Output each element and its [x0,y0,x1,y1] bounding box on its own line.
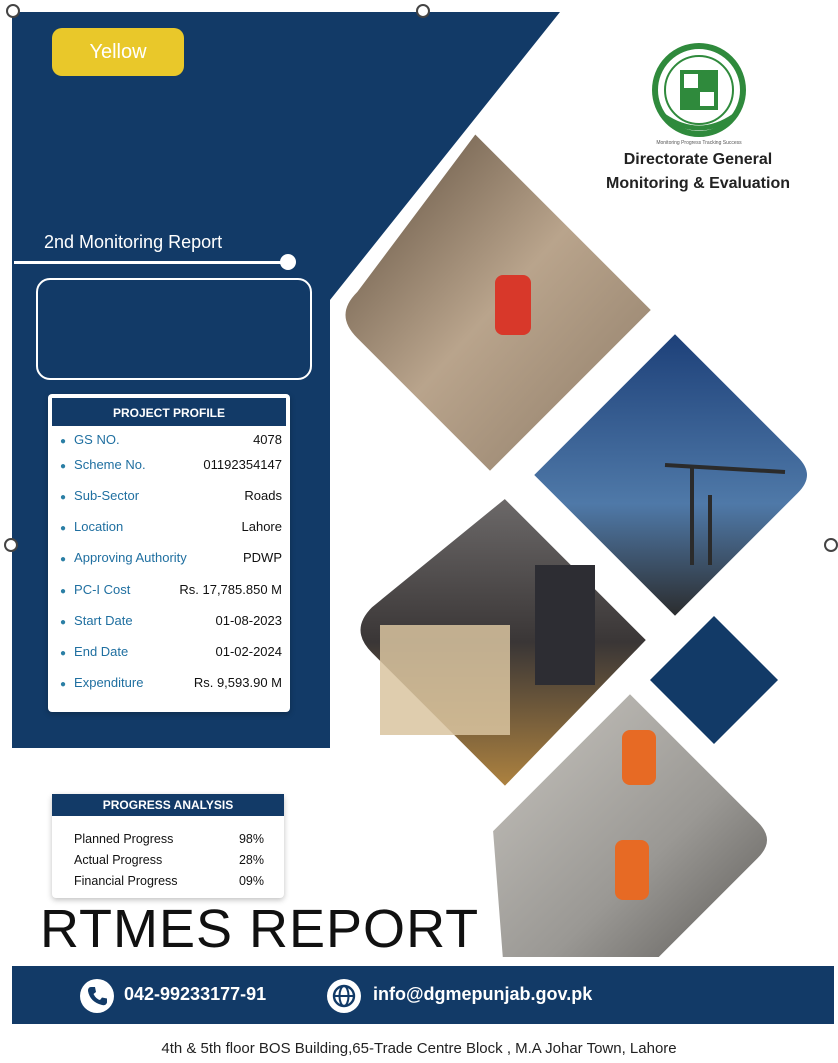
bullet-icon: ● [60,679,67,690]
progress-row: Financial Progress 09% [74,874,264,888]
bullet-icon: ● [60,617,67,628]
globe-icon [327,979,361,1013]
bullet-icon: ● [60,461,67,472]
resize-handle[interactable] [4,538,18,552]
phone-icon [80,979,114,1013]
underline-dot [280,254,296,270]
progress-row: Planned Progress 98% [74,832,264,846]
resize-handle[interactable] [824,538,838,552]
report-headline: RTMES REPORT [40,899,480,959]
worker-figure [495,275,531,335]
worker-figure-2 [622,730,656,785]
dgme-logo [644,42,754,146]
bullet-icon: ● [60,492,67,503]
title-box [36,278,312,380]
address: 4th & 5th floor BOS Building,65-Trade Centre Block , M.A Johar Town, Lahore [161,1040,677,1057]
building-block [380,625,510,735]
progress-analysis-card [52,794,284,898]
navy-diamond [650,616,778,744]
worker-figure-3 [615,840,649,900]
report-title: 2nd Monitoring Report [44,232,223,252]
title-underline [14,261,290,264]
progress-row: Actual Progress 28% [74,853,264,867]
profile-row: ● GS NO. 4078 [60,432,282,447]
bullet-icon: ● [60,554,67,565]
bullet-icon: ● [60,523,67,534]
status-badge: Yellow [52,28,184,76]
profile-row: ● Scheme No. 01192354147 [60,457,282,472]
logo-motto: Monitoring Progress Tracking Success [656,140,742,146]
profile-row: ● Sub-Sector Roads [60,488,282,503]
profile-row: ● Location Lahore [60,519,282,534]
progress-analysis-heading: PROGRESS ANALYSIS [52,794,284,816]
resize-handle[interactable] [6,4,20,18]
bullet-icon: ● [60,436,67,447]
profile-row: ● End Date 01-02-2024 [60,644,282,659]
organization-name: Directorate General Monitoring & Evaluation [606,151,790,192]
project-profile-heading: PROJECT PROFILE [52,398,286,426]
project-profile-card [48,394,290,712]
phone-number[interactable]: 042-99233177-91 [124,984,267,1004]
profile-row: ● Start Date 01-08-2023 [60,613,282,628]
bullet-icon: ● [60,648,67,659]
profile-row: ● Expenditure Rs. 9,593.90 M [60,675,282,690]
profile-row: ● PC-I Cost Rs. 17,785.850 M [60,582,282,597]
email-link[interactable]: info@dgmepunjab.gov.pk [373,984,593,1004]
photo-collage [330,120,830,960]
profile-row: ● Approving Authority PDWP [60,550,282,565]
tower-block [535,565,595,685]
bullet-icon: ● [60,586,67,597]
resize-handle[interactable] [416,4,430,18]
